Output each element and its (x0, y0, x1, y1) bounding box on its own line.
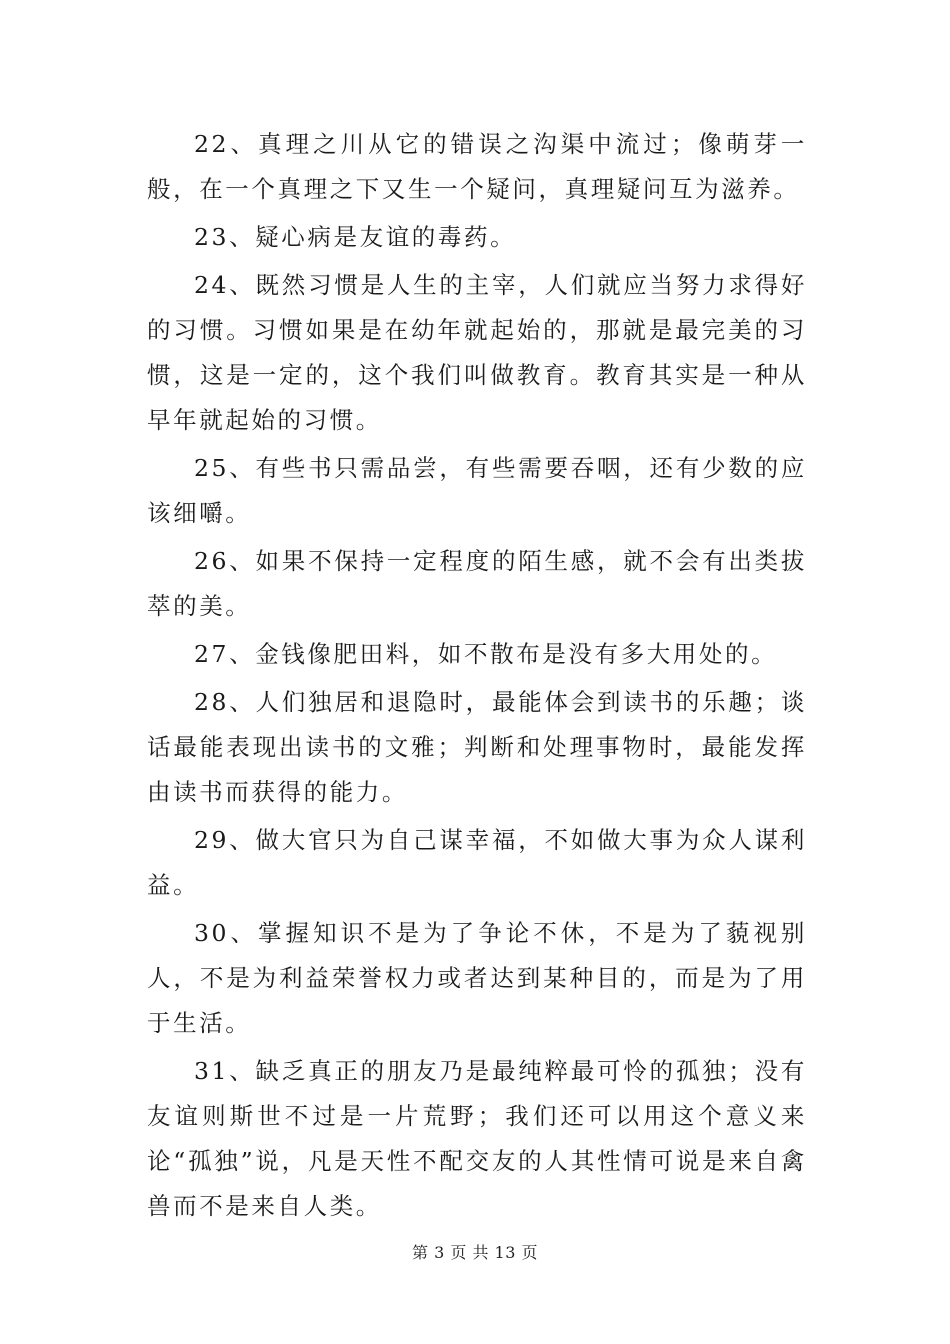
paragraph-23: 23、疑心病是友谊的毒药。 (194, 223, 517, 251)
paragraph-25: 25、有些书只需品尝，有些需要吞咽，还有少数的应该细嚼。 (147, 454, 807, 527)
paragraph-24: 24、既然习惯是人生的主宰，人们就应当努力求得好的习惯。习惯如果是在幼年就起始的，那就是最完美的习惯，这是一定的，这个我们叫做教育。教育其实是一种从早年就起始的习惯。 (147, 271, 807, 434)
paragraph-27: 27、金钱像肥田料，如不散布是没有多大用处的。 (194, 640, 778, 668)
page-number-footer: 第 3 页 共 13 页 (412, 1243, 538, 1262)
paragraph-31: 31、缺乏真正的朋友乃是最纯粹最可怜的孤独；没有友谊则斯世不过是一片荒野；我们还可以用这个意义来论“孤独”说，凡是天性不配交友的人其性情可说是来自禽兽而不是来自人类。 (147, 1057, 807, 1220)
paragraph-30: 30、掌握知识不是为了争论不休，不是为了藐视别人，不是为利益荣誉权力或者达到某种目的，而是为了用于生活。 (147, 919, 807, 1037)
document-body (147, 122, 807, 1232)
paragraph-22: 22、真理之川从它的错误之沟渠中流过；像萌芽一般，在一个真理之下又生一个疑问，真理疑问互为滋养。 (147, 130, 807, 203)
paragraph-28: 28、人们独居和退隐时，最能体会到读书的乐趣；谈话最能表现出读书的文雅；判断和处理事物时，最能发挥由读书而获得的能力。 (147, 688, 807, 806)
paragraph-26: 26、如果不保持一定程度的陌生感，就不会有出类拔萃的美。 (147, 547, 807, 620)
paragraph-29: 29、做大官只为自己谋幸福，不如做大事为众人谋利益。 (147, 826, 807, 899)
